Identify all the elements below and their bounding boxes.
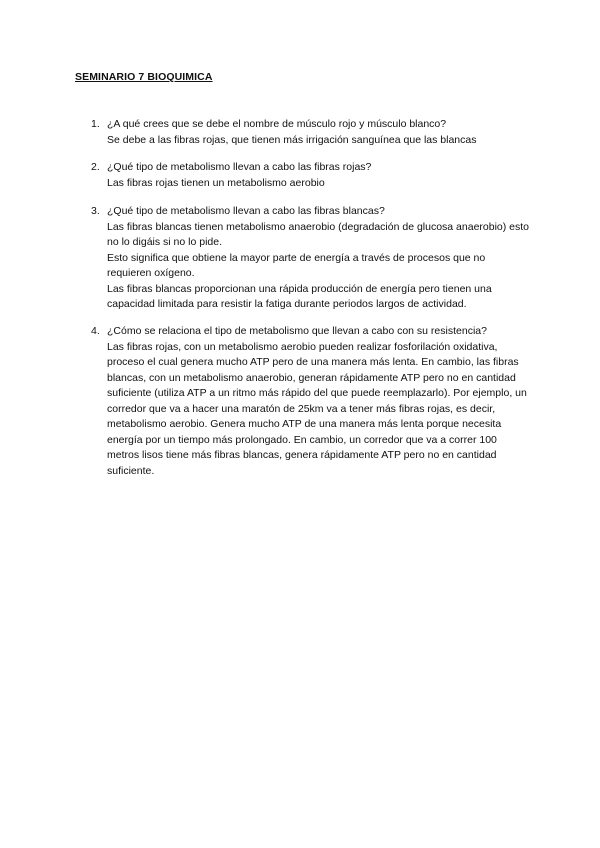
answer-paragraph: Se debe a las fibras rojas, que tienen más irrigación sanguínea que las blancas (107, 133, 477, 146)
question-number: 3. (91, 205, 100, 217)
answer-text (107, 340, 531, 480)
question-number: 2. (91, 161, 100, 173)
answer-paragraph: Las fibras rojas, con un metabolismo aerobio pueden realizar fosforilación oxidativa, proceso el cual genera mucho ATP pero de una manera más lenta. En cambio, las fibras blancas, con un metabolismo anaerobio, generan rápidamente ATP pero no en cantidad suficiente (utiliza ATP a un ritmo más rápido del que puede reemplazarlo). Por ejemplo, un corredor que va a hacer una maratón de 25km va a tener más fibras rojas, es decir, metabolismo aerobio. Genera mucho ATP de una manera más lenta porque necesita energía por un tiempo más prolongado. En cambio, un corredor que va a correr 100 metros lisos tiene más fibras blancas, genera rápidamente ATP pero no en cantidad suficiente. (107, 340, 527, 477)
document-title: SEMINARIO 7 BIOQUIMICA (75, 71, 213, 83)
answer-text (107, 133, 531, 149)
question-item (91, 117, 531, 148)
question-number: 1. (91, 118, 100, 130)
answer-paragraph: Esto significa que obtiene la mayor parte de energía a través de procesos que no requieren oxígeno. (107, 251, 486, 279)
question-item (91, 324, 531, 479)
question-text: ¿Qué tipo de metabolismo llevan a cabo las fibras rojas? (107, 161, 372, 173)
question-text: ¿Cómo se relaciona el tipo de metabolismo que llevan a cabo con su resistencia? (107, 325, 487, 337)
question-number: 4. (91, 325, 100, 337)
question-item (91, 204, 531, 313)
answer-text (107, 176, 531, 192)
question-text: ¿A qué crees que se debe el nombre de músculo rojo y músculo blanco? (107, 118, 447, 130)
answer-paragraph: Las fibras blancas proporcionan una rápida producción de energía pero tienen una capacidad limitada para resistir la fatiga durante periodos largos de actividad. (107, 282, 492, 310)
question-text: ¿Qué tipo de metabolismo llevan a cabo las fibras blancas? (107, 205, 385, 217)
answer-paragraph: Las fibras rojas tienen un metabolismo aerobio (107, 176, 325, 189)
answer-paragraph: Las fibras blancas tienen metabolismo anaerobio (degradación de glucosa anaerobio) esto no lo digáis si no lo pide. (107, 220, 530, 248)
answer-text (107, 220, 531, 313)
question-item (91, 160, 531, 191)
